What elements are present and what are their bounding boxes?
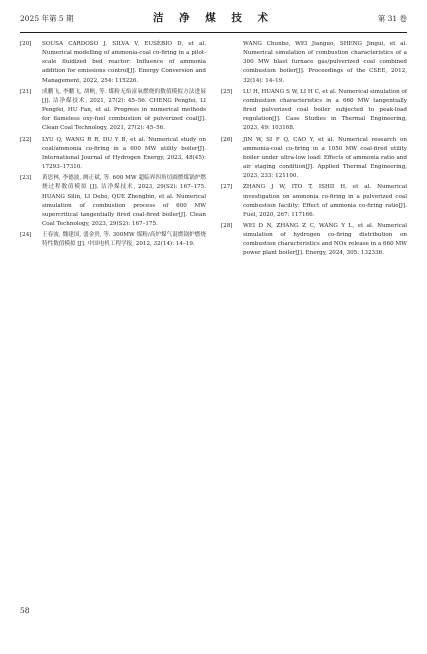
- reference-item: [221, 183, 407, 220]
- page-number: 58: [20, 606, 30, 615]
- reference-text: WEI D N, ZHANG Z C, WANG Y L, et al. Numerical simulation of hydrogen co-firing distribution on combustion characteristics and NOx release in a 660 MW power plant boiler[J]. Energy, 2024, 305: 132336.: [243, 222, 407, 257]
- reference-text: 成鹏飞, 李鹏飞, 胡帆, 等. 煤粉无焰富氧燃烧的数值模拟方法进展 [J]. 洁净煤技术, 2021, 27(2): 45–56. CHENG Pengfei, LI Pengfei, HU Fan, et al. Progress in numerical methods for flameless oxy-fuel combustion of pulverized coal[J]. Clean Coal Technology, 2021, 27(2): 45–56.: [42, 88, 206, 132]
- reference-number: [26]: [221, 136, 233, 143]
- page-header: [20, 10, 407, 28]
- reference-text: 黄思林, 李德波, 阙正斌, 等. 600 MW 超临界四角切圆燃煤锅炉燃烧过程数值模拟 [J]. 洁净煤技术, 2023, 29(S2): 167–175. HUANG Silin, LI Debo, QUE Zhengbin, et al. Numerical simulation of combustion process of 600 MW supercritical tangentially fired coal-fired boiler[J]. Clean Coal Technology, 2023, 29(S2): 167–175.: [42, 175, 206, 227]
- reference-item: [221, 222, 407, 259]
- reference-item: [20, 174, 206, 229]
- reference-text: SOUSA CARDOSO J, SILVA V, EUSÉBIO D, et al. Numerical modelling of ammonia-coal co-firing in a pilot-scale fluidized bed reactor: Influence of ammonia addition for emissions control[J]. Energy Conversion and Management, 2022, 254: 115226.: [42, 41, 206, 84]
- reference-item: [20, 136, 206, 173]
- reference-number: [21]: [20, 88, 32, 95]
- reference-text: LU H, HUANG S W, LI H C, et al. Numerical simulation of combustion characteristics in a 660 MW tangentially fired pulverized coal boiler subjected to peak-load regulation[J]. Case Studies in Thermal Engineering, 2023, 49: 103168.: [243, 88, 407, 132]
- reference-number: [24]: [20, 232, 32, 239]
- reference-number: [25]: [221, 88, 233, 95]
- reference-item: [221, 88, 407, 134]
- reference-item-continued: [221, 40, 407, 86]
- reference-text: 王春波, 魏建国, 盛金贵, 等. 300MW 煤粉/高炉煤气混燃锅炉燃烧特性数值模拟 [J]. 中国电机工程学报, 2012, 32(14): 14–19.: [42, 232, 206, 248]
- journal-title: 洁 净 煤 技 术: [152, 12, 275, 24]
- reference-item: [20, 88, 206, 134]
- reference-text: ZHANG J W, ITO T, ISHII H, et al. Numerical investigation on ammonia co-firing in a pulverized coal combustion facility: Effect of ammonia co-firing ratio[J]. Fuel, 2020, 267: 117166.: [243, 184, 407, 218]
- header-divider: [20, 32, 407, 33]
- references-left-column: [20, 40, 206, 251]
- reference-text: WANG Chunbo, WEI Jianguo, SHENG Jingui, et al. Numerical simulation of combustion characteristics of a 300 MW blast furnace gas/pulverized coal combined combustion boiler[J]. Proceedings of the CSEE, 2012, 32(14): 14–19.: [243, 41, 407, 84]
- reference-item: [20, 231, 206, 249]
- reference-number: [20]: [20, 41, 32, 47]
- reference-number: [28]: [221, 222, 233, 229]
- references-right-column: [221, 40, 407, 261]
- reference-item: [20, 40, 206, 86]
- reference-text: JIN W, SI F Q, CAO Y, et al. Numerical research on ammonia-coal co-firing in a 1050 MW coal-fired utility boiler under ultra-low load: Effects of ammonia ratio and air staging condition[J]. Applied Thermal Engineering, 2023, 233: 121100.: [243, 136, 407, 180]
- volume-label: 第 31 卷: [377, 14, 407, 23]
- reference-text: LYU Q, WANG R R, DU Y B, et al. Numerical study on coal/ammonia co-firing in a 600 MW utility boiler[J]. International Journal of Hydrogen Energy, 2023, 48(45): 17293–17310.: [42, 136, 206, 171]
- reference-number: [23]: [20, 175, 32, 182]
- reference-item: [221, 136, 407, 182]
- issue-label: 2025 年第 5 期: [20, 14, 74, 23]
- reference-number: [27]: [221, 184, 233, 191]
- reference-number: [22]: [20, 136, 32, 143]
